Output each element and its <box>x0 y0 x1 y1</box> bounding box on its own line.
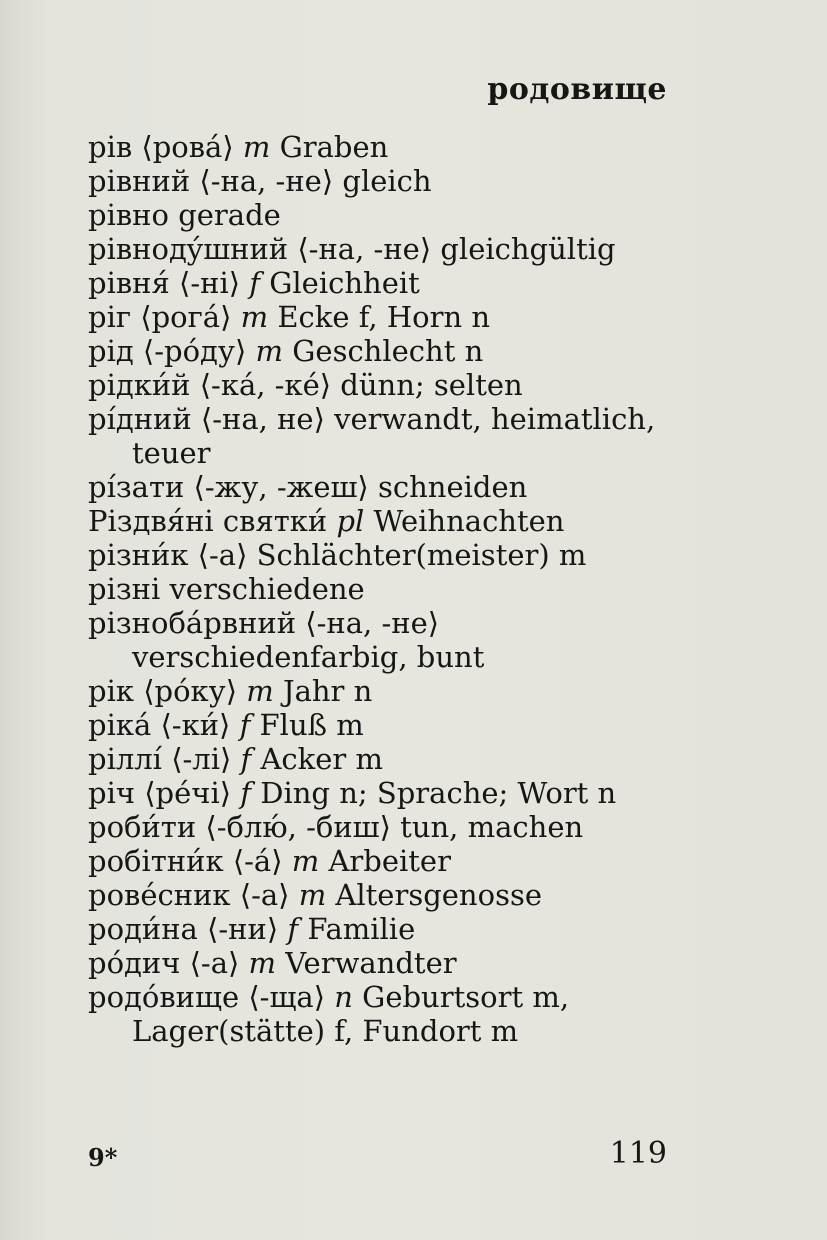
entry-gender: f <box>287 912 299 946</box>
dictionary-entry <box>88 776 668 810</box>
entry-gloss: Acker m <box>260 742 383 776</box>
entry-headword: роби́ти <box>88 810 197 844</box>
entry-headword: рі́дний <box>88 402 192 436</box>
entry-forms: ⟨-кá, -кé⟩ <box>199 368 332 402</box>
entry-headword: рівнодýшний <box>88 232 289 266</box>
dictionary-entry <box>88 368 668 402</box>
entry-headword: рік <box>88 674 134 708</box>
entry-gloss: verschiedene <box>169 572 365 606</box>
dictionary-entry <box>88 878 668 912</box>
entry-forms: ⟨-а⟩ <box>189 946 240 980</box>
entry-gloss: Verwandter <box>285 946 457 980</box>
entry-gender: m <box>242 130 271 164</box>
entry-headword: роди́на <box>88 912 198 946</box>
entry-headword: рівний <box>88 164 191 198</box>
dictionary-entry <box>88 708 668 742</box>
entry-headword: річ <box>88 776 136 810</box>
entry-headword: рівня́ <box>88 266 170 300</box>
dictionary-entry <box>88 912 668 946</box>
entry-headword: робітни́к <box>88 844 224 878</box>
dictionary-entry <box>88 946 668 980</box>
entry-headword: рід <box>88 334 134 368</box>
entry-forms: ⟨-на, -не⟩ <box>297 232 432 266</box>
entry-forms: ⟨рогá⟩ <box>140 300 232 334</box>
entry-forms: ⟨-ща⟩ <box>248 980 326 1014</box>
entry-gloss: tun, machen <box>400 810 584 844</box>
entry-forms: ⟨-а⟩ <box>197 538 248 572</box>
dictionary-entry <box>88 674 668 708</box>
entry-headword: різнобáрвний <box>88 606 297 640</box>
entry-headword: рі́зати <box>88 470 185 504</box>
entry-headword: рідки́й <box>88 368 191 402</box>
dictionary-entry <box>88 980 668 1048</box>
entry-headword: різні <box>88 572 161 606</box>
entry-gloss: Geburtsort m, Lager(stätte) f, Fundort m <box>132 980 570 1048</box>
entry-gloss: Schlächter(meister) m <box>256 538 587 572</box>
entry-gloss: Arbeiter <box>328 844 451 878</box>
entry-gloss: Jahr n <box>282 674 373 708</box>
entry-forms: ⟨ровá⟩ <box>141 130 234 164</box>
dictionary-entry <box>88 334 668 368</box>
entry-headword: рівно <box>88 198 169 232</box>
dictionary-entry <box>88 606 668 674</box>
entry-forms: ⟨-на, -не⟩ <box>199 164 334 198</box>
dictionary-entry <box>88 810 668 844</box>
entry-forms: ⟨-лі⟩ <box>171 742 232 776</box>
entry-gender: m <box>240 300 269 334</box>
entry-headword: родóвище <box>88 980 240 1014</box>
entry-forms: ⟨-ни⟩ <box>207 912 279 946</box>
entry-forms: ⟨рóку⟩ <box>143 674 238 708</box>
entry-gender: m <box>246 674 274 708</box>
entry-gloss: Gleichheit <box>269 266 420 300</box>
dictionary-entry <box>88 164 668 198</box>
entry-gloss: Altersgenosse <box>335 878 542 912</box>
entry-gloss: Ecke f, Horn n <box>277 300 491 334</box>
entry-gloss: gleichgültig <box>440 232 616 266</box>
entry-headword: рів <box>88 130 133 164</box>
entry-gender: m <box>298 878 327 912</box>
dictionary-entry <box>88 198 668 232</box>
entry-forms: ⟨-á⟩ <box>232 844 283 878</box>
entry-gloss: Ding n; Sprache; Wort n <box>260 776 617 810</box>
entry-gloss: verschiedenfarbig, bunt <box>132 640 485 674</box>
signature-mark: 9* <box>88 1143 118 1172</box>
entry-gender: f <box>249 266 260 300</box>
entry-gender: m <box>248 946 277 980</box>
dictionary-entry <box>88 504 668 538</box>
entry-gloss: verwandt, heimatlich, teuer <box>132 402 656 470</box>
entry-headword: рікá <box>88 708 152 742</box>
page-number: 119 <box>609 1136 667 1171</box>
dictionary-entry <box>88 844 668 878</box>
dictionary-entry <box>88 572 668 606</box>
entry-headword: ріллі́ <box>88 742 162 776</box>
entry-gender: f <box>239 708 251 742</box>
entry-headword: рóдич <box>88 946 181 980</box>
entry-gloss: Weihnachten <box>373 504 565 538</box>
dictionary-entry <box>88 470 668 504</box>
entry-forms: ⟨-ки́⟩ <box>160 708 231 742</box>
entry-gender: pl <box>336 504 365 538</box>
entry-gloss: Familie <box>307 912 416 946</box>
entry-gender: m <box>291 844 320 878</box>
entry-headword: різни́к <box>88 538 189 572</box>
dictionary-entry <box>88 402 668 470</box>
entry-headword: ровéсник <box>88 878 231 912</box>
dictionary-entry <box>88 300 668 334</box>
dictionary-entry <box>88 232 668 266</box>
entry-forms: ⟨-на, не⟩ <box>200 402 325 436</box>
entry-forms: ⟨-рóду⟩ <box>142 334 247 368</box>
dictionary-entry <box>88 130 668 164</box>
dictionary-entry <box>88 742 668 776</box>
entry-gender: m <box>255 334 284 368</box>
entry-gender: f <box>240 742 252 776</box>
entry-gloss: Geschlecht n <box>292 334 484 368</box>
entry-list <box>88 130 668 1048</box>
entry-forms: ⟨-а⟩ <box>239 878 290 912</box>
entry-gender: f <box>240 776 251 810</box>
entry-gloss: Fluß m <box>259 708 364 742</box>
entry-gender: n <box>334 980 353 1014</box>
dictionary-entry <box>88 538 668 572</box>
entry-forms: ⟨-на, -не⟩ <box>305 606 440 640</box>
entry-forms: ⟨-ні⟩ <box>179 266 241 300</box>
dictionary-entry <box>88 266 668 300</box>
entry-gloss: Graben <box>279 130 389 164</box>
entry-gloss: gleich <box>342 164 432 198</box>
entry-gloss: gerade <box>178 198 281 232</box>
running-head: родовище <box>487 72 667 107</box>
entry-gloss: schneiden <box>377 470 528 504</box>
entry-headword: Різдвя́ні святки́ <box>88 504 328 538</box>
entry-forms: ⟨-жу, -жеш⟩ <box>193 470 369 504</box>
entry-forms: ⟨-блю́, -биш⟩ <box>205 810 391 844</box>
entry-forms: ⟨рéчі⟩ <box>144 776 232 810</box>
entry-gloss: dünn; selten <box>340 368 523 402</box>
entry-headword: ріг <box>88 300 132 334</box>
